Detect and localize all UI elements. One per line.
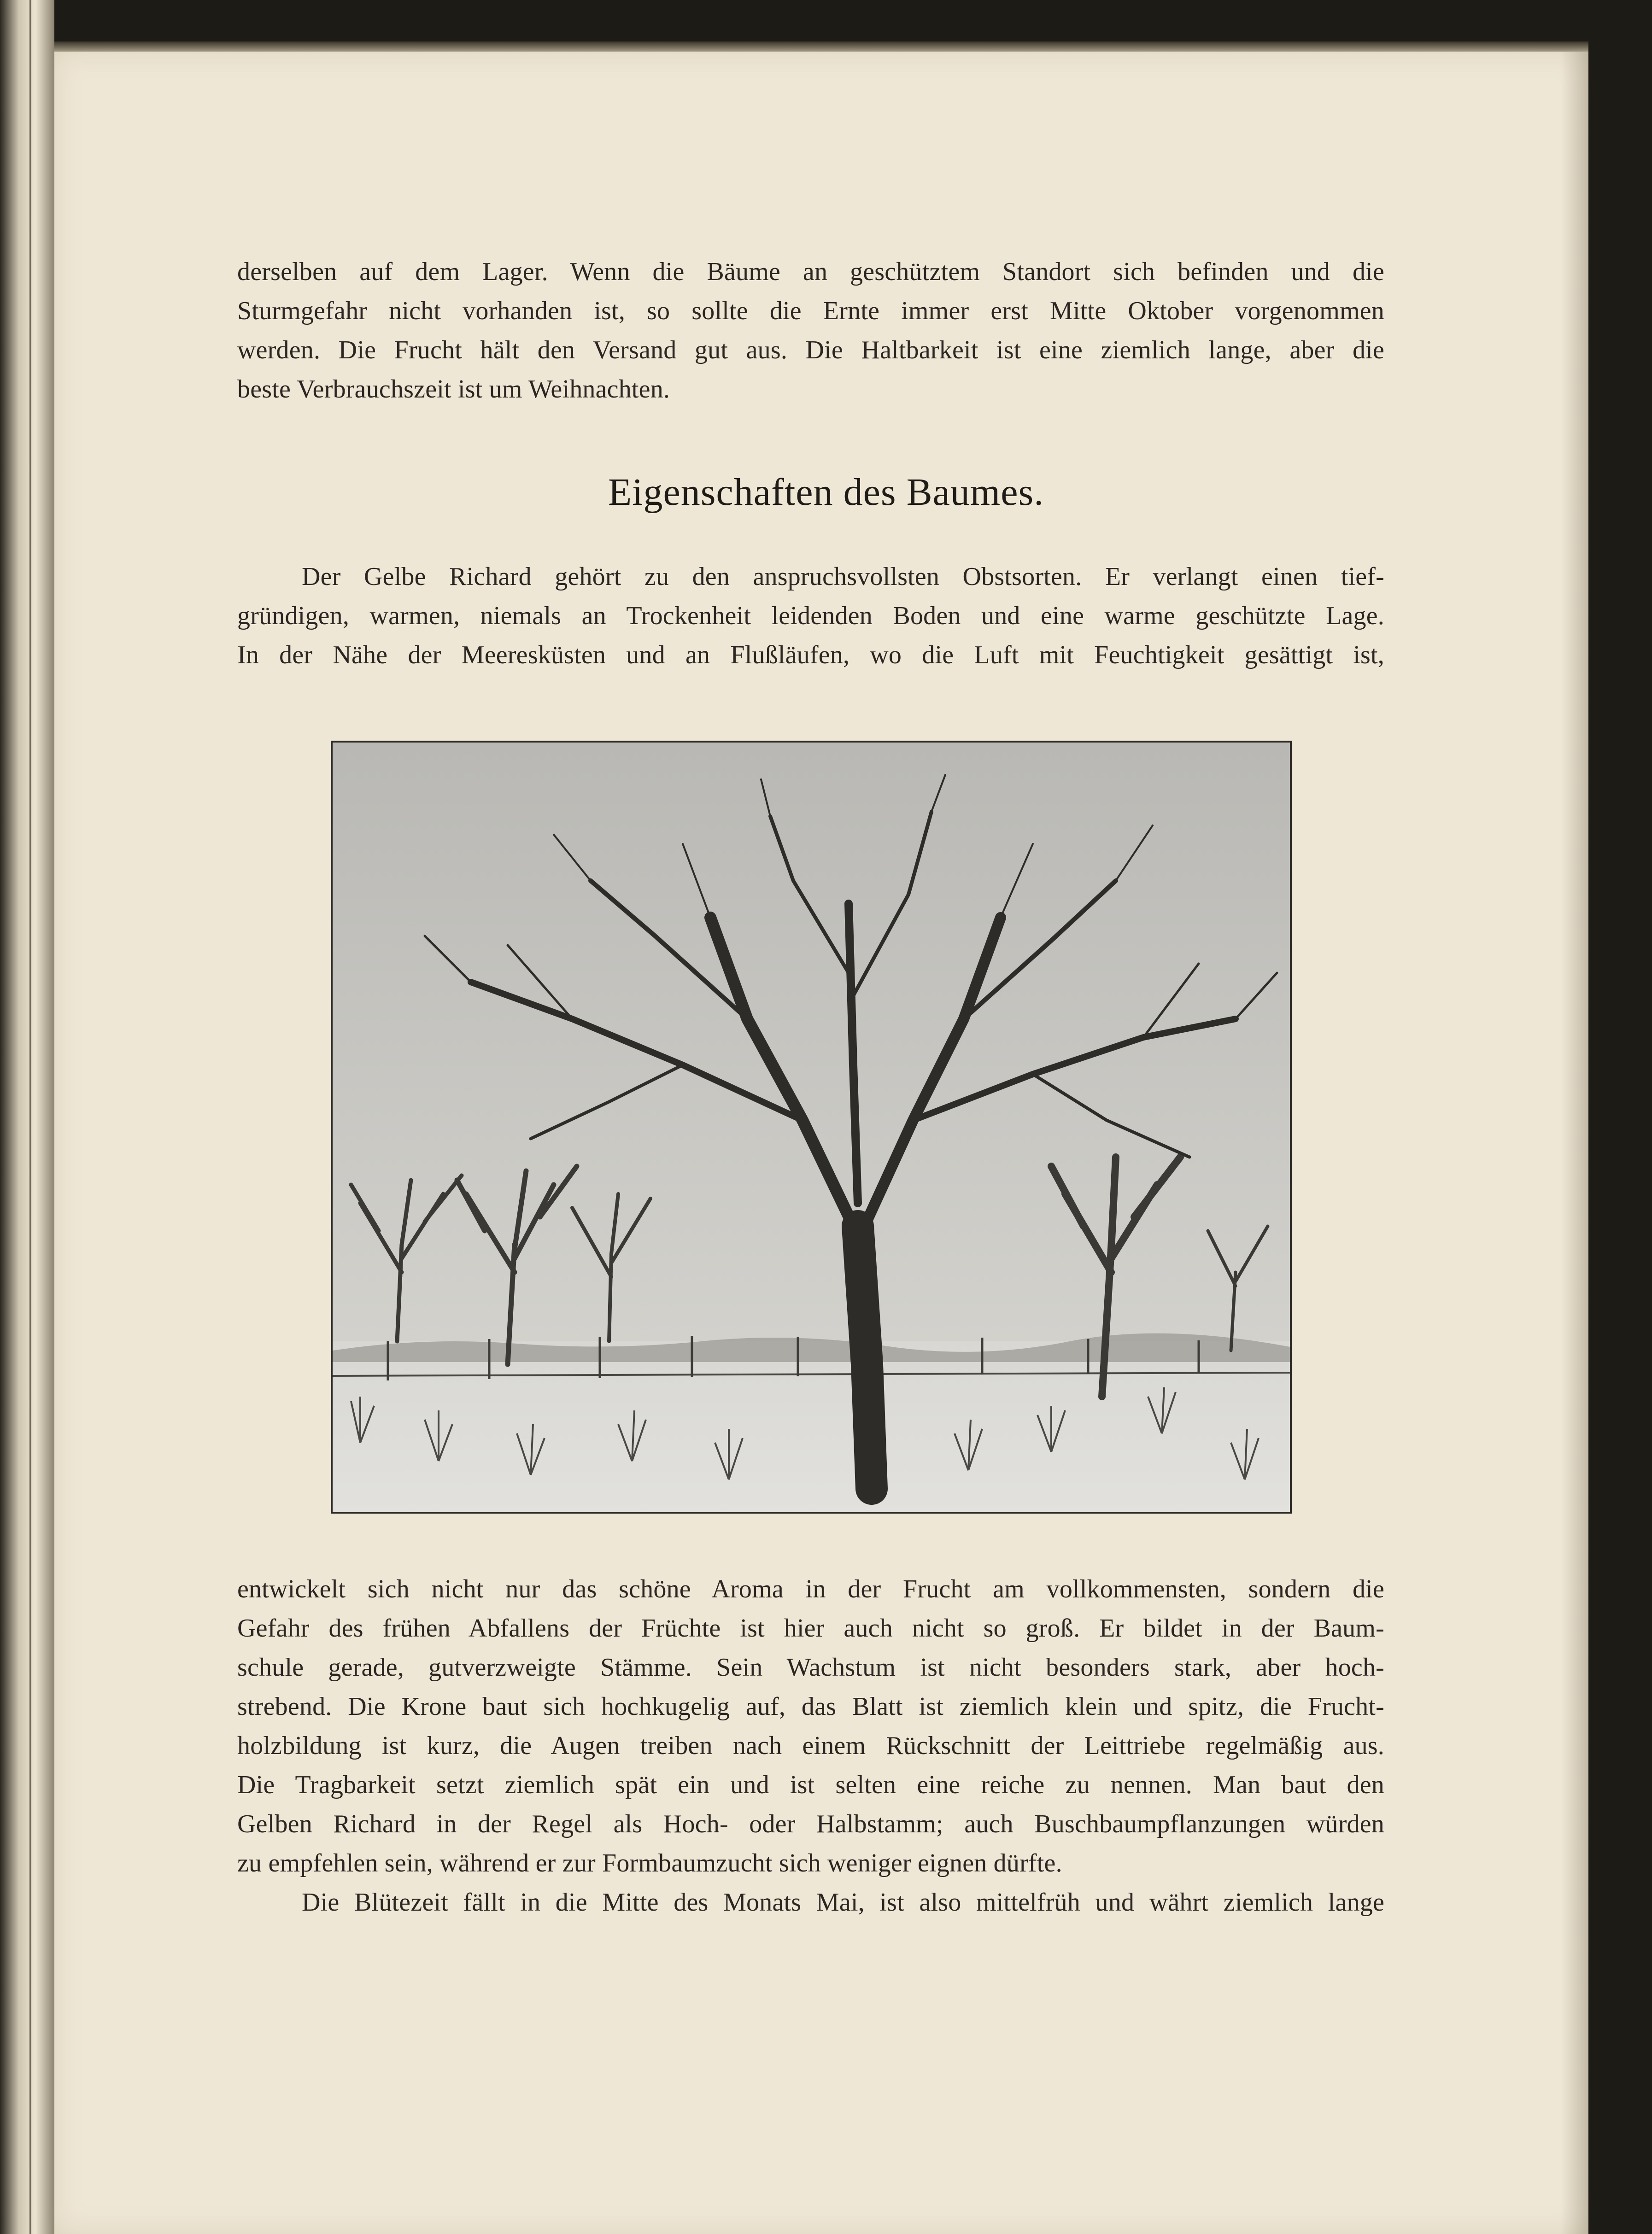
- text-line: Gefahr des frühen Abfallens der Früchte ist hier auch nicht so groß. Er bildet in der Baum-: [237, 1614, 1384, 1643]
- text-line: schule gerade, gutverzweigte Stämme. Sein Wachstum ist nicht besonders stark, aber hoch-: [237, 1653, 1384, 1682]
- text-line: Sturmgefahr nicht vorhanden ist, so sollte die Ernte immer erst Mitte Oktober vorgenommen: [237, 297, 1384, 325]
- text-line: gründigen, warmen, niemals an Trockenheit leidenden Boden und eine warme geschützte Lage.: [237, 602, 1384, 630]
- text-line: Die Tragbarkeit setzt ziemlich spät ein und ist selten eine reiche zu nennen. Man baut den: [237, 1771, 1384, 1799]
- winter-orchard-image: [333, 743, 1290, 1512]
- text-line: Der Gelbe Richard gehört zu den anspruchsvollsten Obstsorten. Er verlangt einen tief-: [302, 562, 1384, 591]
- text-line: Gelben Richard in der Regel als Hoch- oder Halbstamm; auch Buschbaumpflanzungen würden: [237, 1810, 1384, 1838]
- text-line: derselben auf dem Lager. Wenn die Bäume an geschütztem Standort sich befinden und die: [237, 257, 1384, 286]
- paragraph-4: [237, 1883, 1384, 1922]
- paragraph-1: [237, 252, 1384, 409]
- text-line: entwickelt sich nicht nur das schöne Aroma in der Frucht am vollkommensten, sondern die: [237, 1575, 1384, 1603]
- section-heading: Eigenschaften des Baumes.: [608, 471, 1044, 514]
- text-line: zu empfehlen sein, während er zur Formbaumzucht sich weniger eignen dürfte.: [237, 1849, 1062, 1877]
- binding-line: [29, 0, 31, 2234]
- text-line: beste Verbrauchszeit ist um Weihnachten.: [237, 375, 670, 404]
- page-edge-shade: [1561, 52, 1588, 2234]
- tree-photograph: [331, 741, 1292, 1514]
- text-line: holzbildung ist kurz, die Augen treiben nach einem Rückschnitt der Leittriebe regelmäßig aus.: [237, 1731, 1384, 1760]
- text-line: strebend. Die Krone baut sich hochkugelig auf, das Blatt ist ziemlich klein und spitz, die Frucht-: [237, 1692, 1384, 1721]
- paragraph-3: [237, 1570, 1384, 1883]
- text-line: Die Blütezeit fällt in die Mitte des Monats Mai, ist also mittelfrüh und währt ziemlich lange: [302, 1888, 1384, 1917]
- book-spine-edge: [0, 0, 54, 2234]
- text-line: In der Nähe der Meeresküsten und an Flußläufen, wo die Luft mit Feuchtigkeit gesättigt ist,: [237, 641, 1384, 669]
- text-line: werden. Die Frucht hält den Versand gut aus. Die Haltbarkeit ist eine ziemlich lange, aber die: [237, 336, 1384, 364]
- paragraph-2: [237, 557, 1384, 675]
